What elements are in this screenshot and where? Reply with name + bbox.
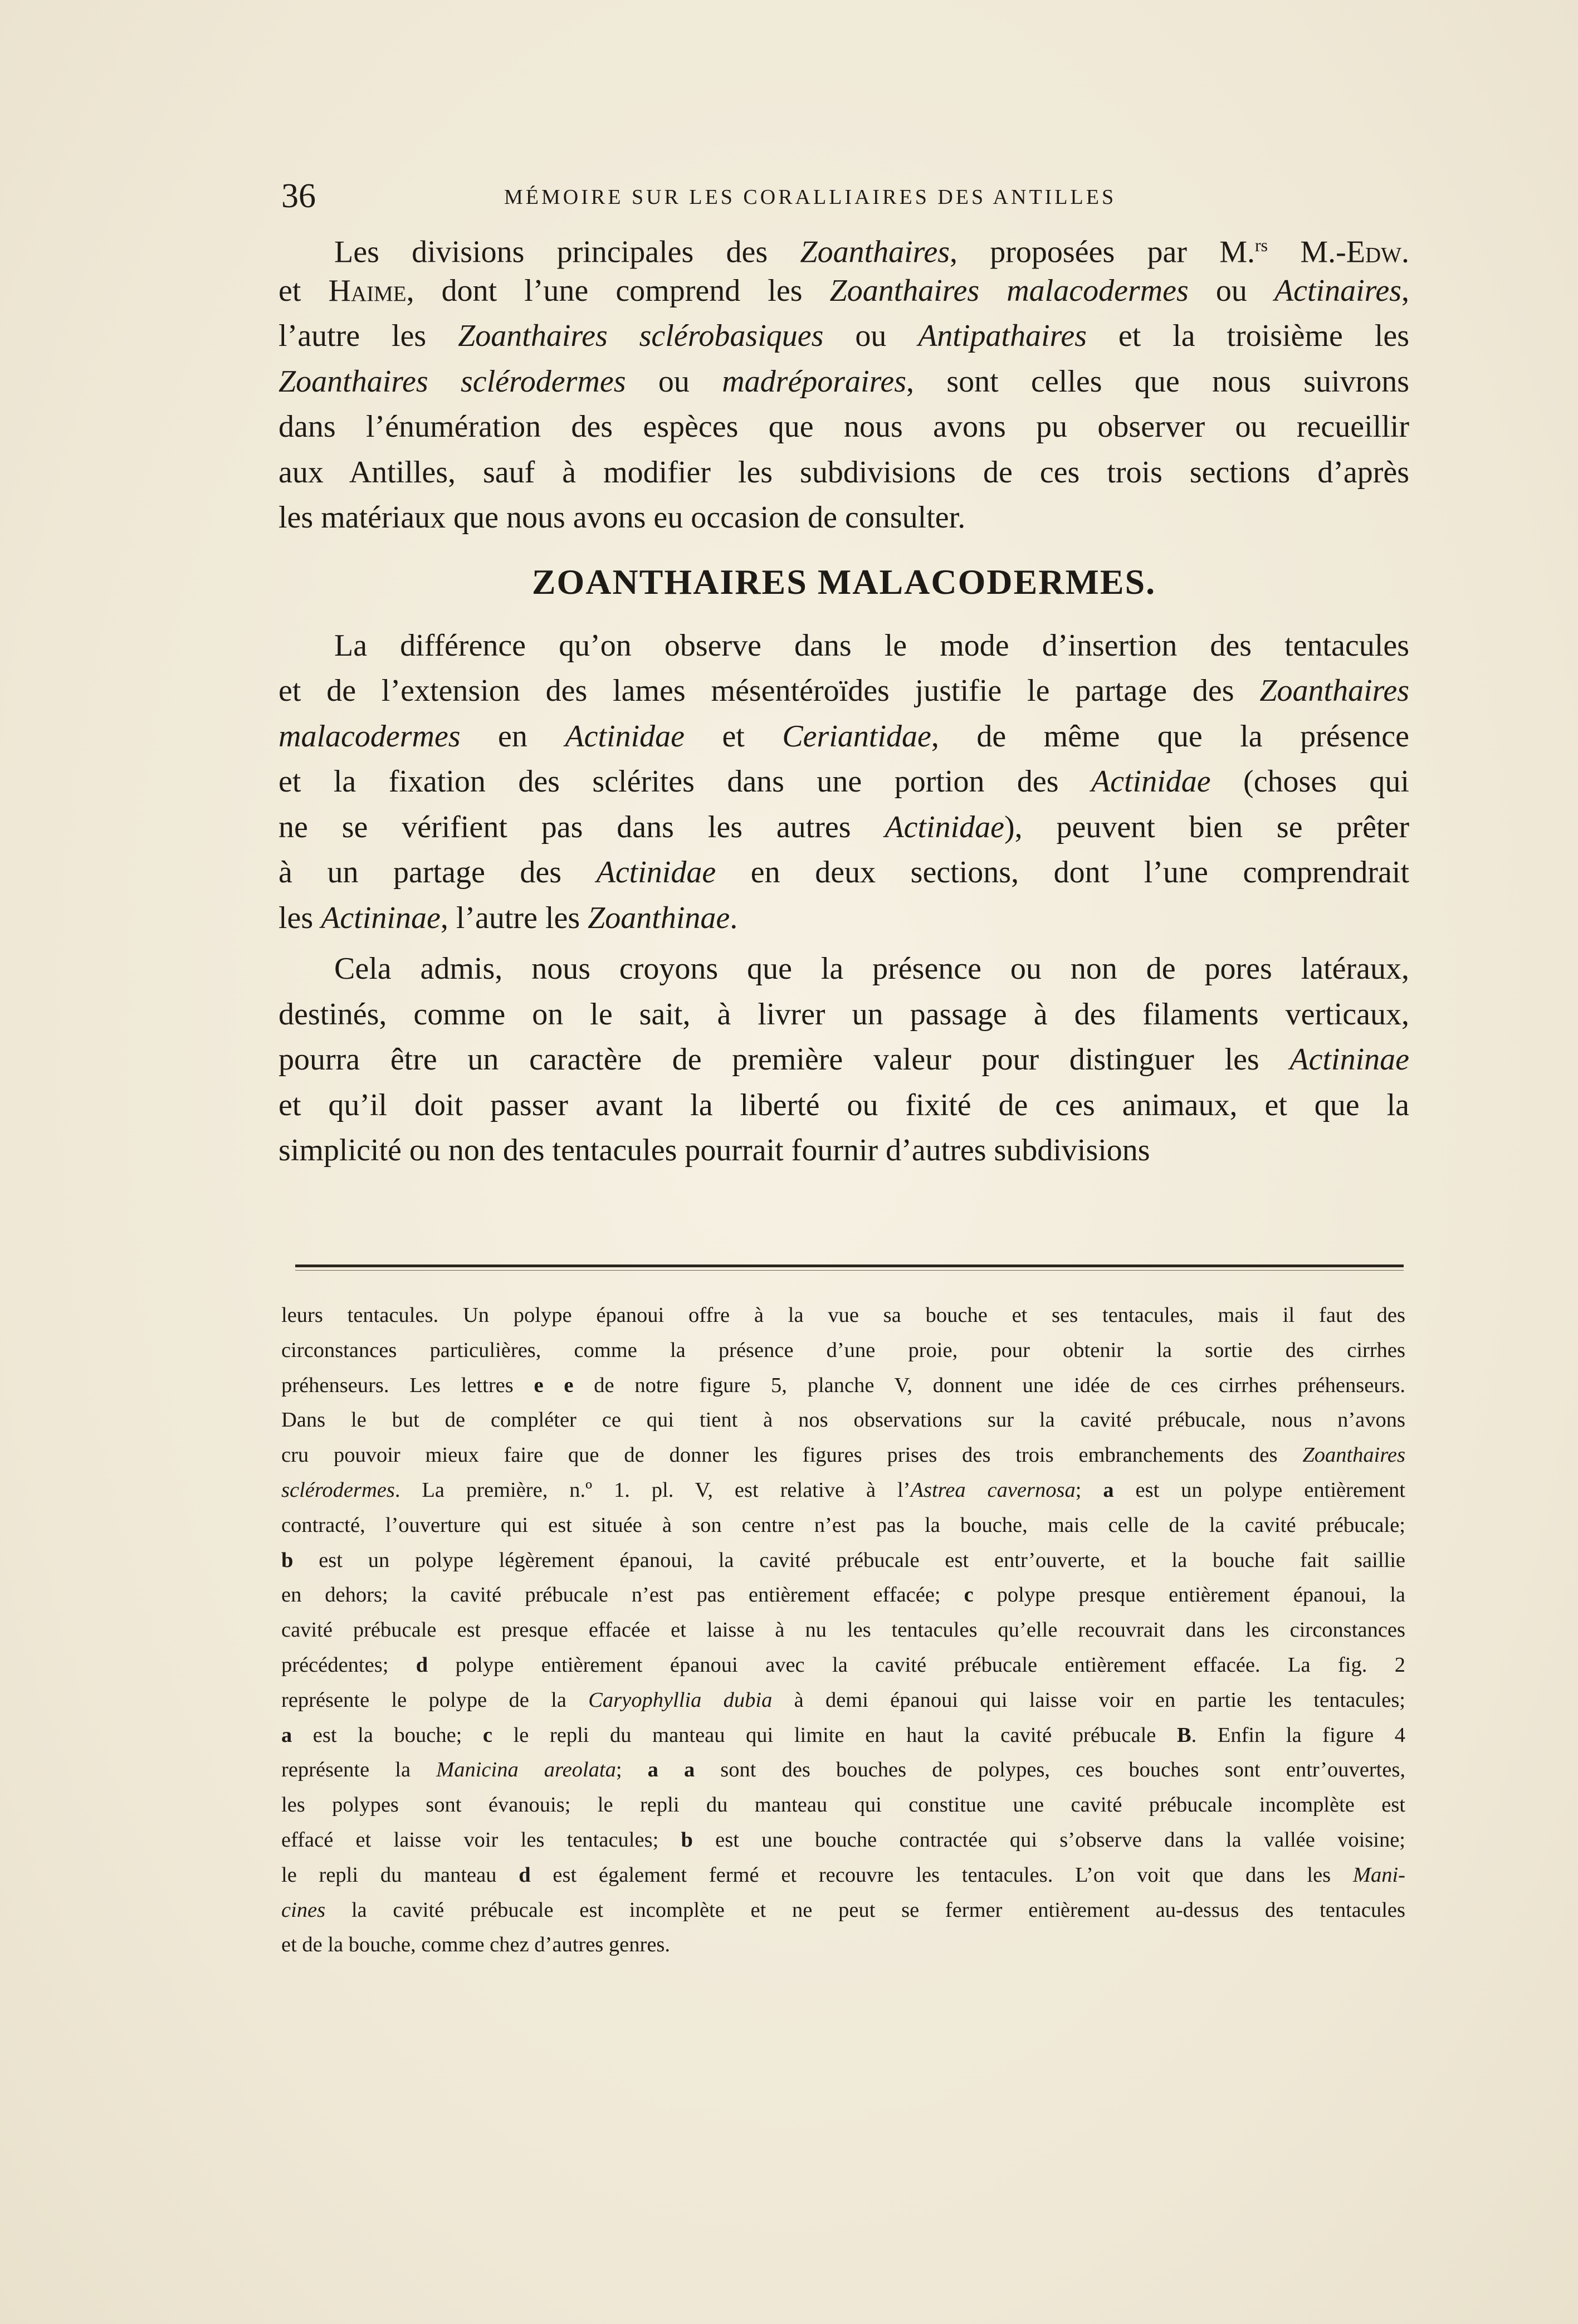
text-run: et (684, 719, 783, 754)
para2-line (279, 623, 1409, 669)
text-run: circonstances particulières, comme la présence d’une proie, pour obtenir la sortie des cirrhes (281, 1338, 1405, 1362)
text-run: dans l’énumération des espèces que nous avons pu observer ou recueillir (279, 409, 1409, 444)
text-run: , (1401, 273, 1410, 308)
text-run: . Enfin la figure 4 (1191, 1723, 1405, 1747)
emphasis: rs (1255, 235, 1268, 255)
para3-line (279, 946, 1409, 992)
text-run: est la bouche; (292, 1723, 483, 1747)
text-run: et de l’extension des lames mésentéroïdes justifie le partage des (279, 673, 1260, 708)
text-run: de notre figure 5, planche V, donnent une idée de ces cirrhes préhenseurs. (573, 1373, 1405, 1397)
footnote-line (281, 1368, 1405, 1403)
emphasis: Actininae (1289, 1042, 1409, 1077)
footnote-line (281, 1403, 1405, 1438)
footnote-line (281, 1508, 1405, 1543)
text-run: destinés, comme on le sait, à livrer un passage à des filaments verticaux, (279, 997, 1409, 1032)
text-run: simplicité ou non des tentacules pourrait fournir d’autres subdivisions (279, 1133, 1150, 1168)
text-run: , de même que la présence (931, 719, 1409, 754)
emphasis: cines (281, 1898, 326, 1922)
footnote-separator-thin (295, 1270, 1404, 1271)
para2-line (279, 896, 1409, 941)
para2-line (279, 714, 1409, 760)
emphasis: Zoanthaires sclérodermes (279, 364, 626, 399)
text-run: polype presque entièrement épanoui, la (973, 1583, 1405, 1607)
text-run: le repli du manteau (281, 1863, 519, 1887)
emphasis: Zoanthinae (588, 900, 730, 935)
text-run: cru pouvoir mieux faire que de donner les figures prises des trois embranchements des (281, 1443, 1303, 1467)
emphasis: Astrea cavernosa (910, 1478, 1076, 1502)
text-run: à un partage des (279, 855, 597, 890)
emphasis: Actinaires (1274, 273, 1402, 308)
footnote-line (281, 1893, 1405, 1928)
emphasis: sclérodermes (281, 1478, 395, 1502)
emphasis: Edw (1346, 235, 1401, 270)
text-run: est un polype entièrement (1113, 1478, 1406, 1502)
footnote-line (281, 1473, 1405, 1508)
footnote-line (281, 1788, 1405, 1823)
text-run: préhenseurs. Les lettres (281, 1373, 534, 1397)
text-run: est une bouche contractée qui s’observe dans la vallée voisine; (692, 1828, 1405, 1852)
text-run: la cavité prébucale est incomplète et ne peut se fermer entièrement au-dessus des tentacules (325, 1898, 1405, 1922)
text-run: Cela admis, nous croyons que la présence ou non de pores latéraux, (334, 951, 1409, 986)
text-run: à demi épanoui qui laisse voir en partie les tentacules; (772, 1688, 1406, 1712)
paragraph-actininae (279, 946, 1409, 1174)
emphasis: d (519, 1863, 531, 1887)
emphasis: c (482, 1723, 493, 1747)
text-run: pourra être un caractère de première valeur pour distinguer les (279, 1042, 1290, 1077)
intro-line (279, 223, 1409, 268)
text-run: Les divisions principales des (334, 235, 800, 270)
text-run: les (279, 900, 321, 935)
emphasis: Antipathaires (918, 319, 1087, 353)
emphasis: d (416, 1653, 428, 1677)
text-run: et la troisième les (1087, 319, 1409, 353)
emphasis: Actininae (321, 900, 441, 935)
text-run: , proposées par M. (950, 235, 1255, 270)
emphasis: Zoanthaires malacodermes (829, 273, 1189, 308)
emphasis: e e (534, 1373, 574, 1397)
emphasis: a a (647, 1758, 695, 1782)
para3-line (279, 1128, 1409, 1174)
text-run: aux Antilles, sauf à modifier les subdivisions de ces trois sections d’après (279, 455, 1409, 490)
text-run: en dehors; la cavité prébucale n’est pas entièrement effacée; (281, 1583, 964, 1607)
emphasis: Ceriantidae (782, 719, 931, 754)
intro-line (279, 404, 1409, 450)
text-run: est un polype légèrement épanoui, la cavité prébucale est entr’ouverte, et la bouche fait saillie (293, 1548, 1405, 1572)
para2-line (279, 668, 1409, 714)
footnote-line (281, 1683, 1405, 1718)
emphasis: Actinidae (1091, 764, 1211, 799)
text-run: et la fixation des sclérites dans une portion des (279, 764, 1092, 799)
text-run: et qu’il doit passer avant la liberté ou fixité de ces animaux, et que la (279, 1087, 1409, 1122)
footnote-line (281, 1648, 1405, 1683)
text-run: leurs tentacules. Un polype épanoui offre à la vue sa bouche et ses tentacules, mais il faut des (281, 1303, 1405, 1327)
text-run: , dont l’une comprend les (406, 273, 830, 308)
footnote-line (281, 1543, 1405, 1578)
para2-line (279, 759, 1409, 805)
text-run: contracté, l’ouverture qui est située à son centre n’est pas la bouche, mais celle de la cavité prébucale; (281, 1513, 1405, 1537)
text-run: représente le polype de la (281, 1688, 589, 1712)
text-run: , l’autre les (440, 900, 588, 935)
intro-line (279, 495, 1409, 541)
emphasis: Mani- (1352, 1863, 1405, 1887)
footnote-line (281, 1333, 1405, 1368)
page-header (281, 174, 1373, 218)
page-number: 36 (281, 177, 316, 215)
text-run: ou (823, 319, 919, 353)
emphasis: Zoanthaires (1259, 673, 1409, 708)
footnote-line (281, 1298, 1405, 1333)
intro-line (279, 314, 1409, 359)
emphasis: c (964, 1583, 974, 1607)
intro-paragraph (279, 223, 1409, 541)
para2-line (279, 850, 1409, 896)
emphasis: b (281, 1548, 294, 1572)
emphasis: B (1176, 1723, 1191, 1747)
emphasis: Actinidae (885, 809, 1005, 844)
emphasis: Caryophyllia dubia (588, 1688, 773, 1712)
text-run: précédentes; (281, 1653, 416, 1677)
text-run: ou (1188, 273, 1274, 308)
emphasis: madréporaires (722, 364, 907, 399)
text-run: représente la (281, 1758, 437, 1782)
text-run: ; (615, 1758, 648, 1782)
emphasis: Zoanthaires sclérobasiques (458, 319, 824, 353)
text-run: cavité prébucale est presque effacée et laisse à nu les tentacules qu’elle recouvrait dans les circonstances (281, 1618, 1405, 1642)
intro-line (279, 359, 1409, 405)
footnote-separator (295, 1264, 1404, 1267)
text-run: La différence qu’on observe dans le mode d’insertion des tentacules (334, 628, 1409, 663)
text-run: , sont celles que nous suivrons (906, 364, 1410, 399)
intro-line (279, 450, 1409, 496)
paragraph-actinidae (279, 623, 1409, 941)
emphasis: a (281, 1723, 292, 1747)
emphasis: Actinidae (596, 855, 716, 890)
para2-line (279, 805, 1409, 851)
text-run: est également fermé et recouvre les tentacules. L’on voit que dans les (530, 1863, 1353, 1887)
text-run: en deux sections, dont l’une comprendrait (716, 855, 1409, 890)
text-run: les matériaux que nous avons eu occasion de consulter. (279, 500, 966, 535)
footnote-line (281, 1858, 1405, 1893)
footnote-line (281, 1613, 1405, 1648)
emphasis: Manicina areolata (436, 1758, 616, 1782)
text-run: ou (626, 364, 722, 399)
footnote-line (281, 1578, 1405, 1613)
emphasis: Actinidae (565, 719, 685, 754)
footnote-line (281, 1752, 1405, 1788)
emphasis: Zoanthaires (800, 235, 950, 270)
text-run: l’autre les (279, 319, 458, 353)
text-run: et de la bouche, comme chez d’autres genres. (281, 1933, 671, 1957)
text-run: effacé et laisse voir les tentacules; (281, 1828, 681, 1852)
text-run: en (460, 719, 565, 754)
para3-line (279, 1083, 1409, 1129)
text-run: ; (1075, 1478, 1103, 1502)
text-run: . (730, 900, 738, 935)
intro-line (279, 268, 1409, 314)
text-run: . (1401, 235, 1409, 270)
text-run: et (279, 273, 329, 308)
text-run: les polypes sont évanouis; le repli du manteau qui constitue une cavité prébucale incomplète est (281, 1793, 1405, 1817)
text-run: le repli du manteau qui limite en haut la cavité prébucale (492, 1723, 1177, 1747)
text-run: ne se vérifient pas dans les autres (279, 809, 885, 844)
text-run: sont des bouches de polypes, ces bouches sont entr’ouvertes, (695, 1758, 1406, 1782)
running-title: MÉMOIRE SUR LES CORALLIAIRES DES ANTILLES (504, 185, 1117, 209)
footnote-line (281, 1927, 1405, 1962)
emphasis: malacodermes (279, 719, 461, 754)
footnote-line (281, 1718, 1405, 1753)
emphasis: Zoanthaires (1302, 1443, 1405, 1467)
emphasis: a (1103, 1478, 1114, 1502)
emphasis: b (681, 1828, 693, 1852)
footnote-line (281, 1438, 1405, 1473)
text-run: (choses qui (1210, 764, 1409, 799)
footnote-line (281, 1823, 1405, 1858)
text-run: Dans le but de compléter ce qui tient à nos observations sur la cavité prébucale, nous n’avons (281, 1408, 1405, 1432)
main-text (279, 223, 1409, 1174)
footnote (281, 1298, 1405, 1962)
para3-line (279, 1037, 1409, 1083)
text-run: . La première, n.º 1. pl. V, est relative à l’ (394, 1478, 911, 1502)
text-run: polype entièrement épanoui avec la cavité prébucale entièrement effacée. La fig. 2 (428, 1653, 1405, 1677)
text-run: M.- (1268, 235, 1346, 270)
text-run: ), peuvent bien se prêter (1004, 809, 1409, 844)
section-heading: ZOANTHAIRES MALACODERMES. (531, 562, 1156, 602)
para3-line (279, 992, 1409, 1038)
emphasis: Haime (328, 273, 407, 308)
